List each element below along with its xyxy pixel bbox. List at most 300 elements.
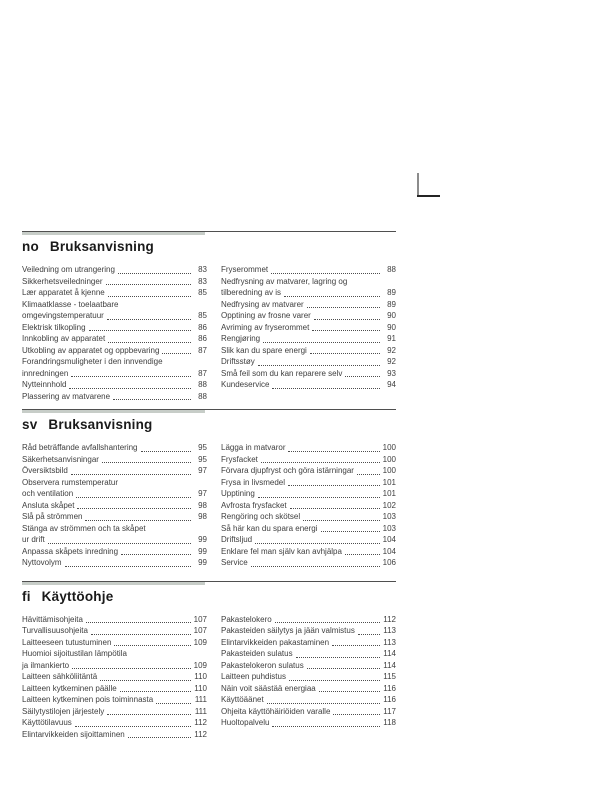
toc-entry: [22, 454, 207, 466]
dot-leader: [114, 638, 190, 646]
toc-entry-title: Käyttötilavuus: [22, 718, 72, 727]
toc-entry-line: [22, 465, 207, 477]
toc-entry-page: 111: [194, 706, 207, 716]
toc-entry-title: Laitteen kytkeminen pois toiminnasta: [22, 695, 154, 704]
toc-entry-line: [221, 345, 396, 357]
section-lang-code: sv: [22, 417, 38, 432]
toc-entry-title: Huomioi sijoitustilan lämpötila: [22, 649, 127, 658]
toc-entry-title: Säkerhetsanvisningar: [22, 454, 99, 464]
toc-entry-line: [22, 287, 207, 299]
dot-leader: [107, 312, 191, 320]
toc-column: [22, 264, 207, 402]
toc-entry-page: 95: [198, 443, 207, 452]
dot-leader: [263, 335, 380, 343]
dot-leader: [48, 536, 191, 544]
dot-leader: [128, 730, 191, 738]
toc-entry-page: 101: [382, 477, 396, 487]
toc-entry-title: Pakastelokeron sulatus: [221, 660, 304, 670]
divider-accent: [22, 582, 205, 585]
toc-entry-line: [22, 717, 207, 729]
toc-entry: [221, 523, 396, 535]
dot-leader: [108, 289, 191, 297]
section-sv: [22, 409, 396, 569]
dot-leader: [106, 277, 192, 285]
toc-entry: [22, 523, 207, 546]
toc-entry: [221, 717, 396, 729]
toc-entry-page: 93: [387, 368, 396, 378]
toc-entry: [22, 717, 207, 729]
dot-leader: [71, 369, 191, 377]
dot-leader: [162, 346, 191, 354]
toc-entry-page: 110: [194, 683, 207, 693]
toc-entry-title: Rengjøring: [221, 334, 261, 343]
toc-entry-title: Innkobling av apparatet: [22, 334, 106, 343]
toc-entry-title: omgevingstemperatuur: [22, 311, 104, 320]
toc-entry-title: Så här kan du spara energi: [221, 523, 318, 533]
toc-entry: [221, 322, 396, 334]
dot-leader: [113, 392, 191, 400]
dot-leader: [258, 358, 380, 366]
toc-column: [221, 614, 396, 729]
toc-entry-line: [22, 511, 207, 523]
section-heading: [22, 417, 396, 432]
toc-entry: [22, 322, 207, 334]
toc-entry-page: 118: [383, 718, 396, 727]
toc-entry-page: 94: [387, 380, 396, 389]
toc-entry-title: Observera rumstemperatur: [22, 477, 119, 487]
toc-entry-line: [221, 333, 396, 345]
toc-entry-line: [221, 488, 396, 500]
toc-entry-title: Hävittämisohjeita: [22, 614, 83, 624]
toc-entry-line: [22, 637, 207, 649]
toc-entry-page: 112: [194, 729, 207, 739]
dot-leader: [72, 661, 191, 669]
toc-entry: [221, 299, 396, 311]
toc-entry-line: [221, 706, 396, 718]
dot-leader: [271, 266, 380, 274]
toc-entry-page: 109: [193, 660, 207, 670]
toc-entry-page: 86: [198, 322, 207, 332]
toc-entry-page: 100: [382, 466, 396, 475]
toc-entry-page: 98: [198, 500, 207, 510]
toc-entry-line: [221, 511, 396, 523]
toc-entry: [22, 356, 207, 379]
toc-entry-title: Avfrosta frysfacket: [221, 500, 287, 510]
toc-entry-line: [221, 276, 396, 288]
toc-entry-title: tilberedning av is: [221, 288, 282, 297]
toc-entry-line: [221, 299, 396, 311]
toc-entry-title: Veiledning om utrangering: [22, 265, 115, 274]
section-divider: [22, 581, 396, 585]
toc-entry-title: ur drift: [22, 535, 45, 544]
toc-entry-page: 99: [198, 535, 207, 544]
toc-entry-title: Kundeservice: [221, 380, 270, 389]
toc-entry-title: Avriming av fryserommet: [221, 322, 310, 332]
toc-entry-page: 83: [198, 265, 207, 274]
dot-leader: [107, 707, 191, 715]
toc-entry-page: 107: [193, 614, 207, 624]
toc-entry: [22, 287, 207, 299]
toc-column: [221, 442, 396, 569]
toc-entry: [221, 465, 396, 477]
toc-entry-title: Stänga av strömmen och ta skåpet: [22, 523, 146, 533]
dot-leader: [65, 559, 191, 567]
dot-leader: [258, 490, 380, 498]
toc-entry-line: [22, 276, 207, 288]
toc-entry-page: 95: [198, 454, 207, 464]
toc-entry-title: Nytteinnhold: [22, 380, 67, 389]
toc-entry-title: Nedfrysning av matvarer, lagring og: [221, 276, 348, 286]
toc-entry-title: Elektrisk tilkopling: [22, 322, 86, 332]
toc-entry-page: 115: [383, 672, 396, 681]
dot-leader: [303, 513, 379, 521]
toc-entry-line: [22, 683, 207, 695]
toc-entry: [22, 391, 207, 403]
toc-entry-title: Små feil som du kan reparere selv: [221, 368, 343, 378]
toc-entry: [22, 625, 207, 637]
toc-entry: [221, 442, 396, 454]
toc-entry-line: [221, 310, 396, 322]
toc-entry-title: Slik kan du spare energi: [221, 345, 307, 355]
toc-entry-page: 113: [383, 626, 396, 635]
toc-entry: [22, 477, 207, 500]
toc-entry-line: [221, 534, 396, 546]
toc-entry-line: [22, 614, 207, 626]
section-fi: [22, 581, 396, 741]
toc-entry-title: Utkobling av apparatet og oppbevaring: [22, 345, 160, 355]
toc-entry-line: [221, 368, 396, 380]
toc-entry: [221, 557, 396, 569]
toc-entry-line: [221, 614, 396, 626]
toc-entry-title: Forandringsmuligheter i den innvendige: [22, 357, 163, 366]
toc-entry-line: [22, 368, 207, 380]
toc-entry-title: Pakasteiden säilytys ja jään valmistus: [221, 626, 355, 635]
toc-entry-line: [221, 557, 396, 569]
toc-entry: [22, 557, 207, 569]
toc-sections: [22, 231, 396, 747]
toc-entry-line: [22, 477, 207, 489]
toc-entry-page: 90: [387, 322, 396, 332]
dot-leader: [345, 547, 380, 555]
toc-entry: [221, 637, 396, 649]
toc-entry-line: [22, 546, 207, 558]
toc-entry-title: Laitteeseen tutustuminen: [22, 637, 112, 647]
toc-entry-line: [22, 534, 207, 546]
toc-entry-title: och ventilation: [22, 489, 74, 498]
toc-entry-title: Nedfrysing av matvarer: [221, 299, 304, 309]
toc-entry-title: Säilytystilojen järjestely: [22, 706, 105, 716]
dot-leader: [76, 490, 191, 498]
dot-leader: [102, 455, 191, 463]
toc-entry-line: [221, 322, 396, 334]
toc-entry: [221, 683, 396, 695]
dot-leader: [86, 615, 191, 623]
toc-entry: [221, 511, 396, 523]
toc-entry: [221, 625, 396, 637]
toc-entry: [221, 310, 396, 322]
toc-entry: [22, 694, 207, 706]
toc-entry-page: 88: [198, 391, 207, 401]
toc-entry: [221, 477, 396, 489]
toc-entry: [22, 729, 207, 741]
toc-entry-page: 111: [194, 695, 207, 704]
dot-leader: [312, 323, 380, 331]
toc-entry-line: [22, 625, 207, 637]
toc-entry-page: 87: [198, 368, 207, 378]
toc-entry-page: 114: [383, 660, 396, 670]
toc-entry-title: Nyttovolym: [22, 558, 62, 567]
toc-entry-line: [22, 706, 207, 718]
toc-entry-page: 100: [382, 454, 396, 464]
dot-leader: [255, 536, 380, 544]
toc-entry-title: Översiktsbild: [22, 466, 68, 475]
divider-accent: [22, 410, 205, 413]
toc-entry-line: [22, 523, 207, 535]
toc-entry: [221, 648, 396, 660]
toc-entry-title: ja ilmankierto: [22, 660, 70, 670]
toc-entry-title: Lær apparatet å kjenne: [22, 288, 105, 297]
toc-entry-page: 104: [382, 535, 396, 544]
toc-entry: [221, 671, 396, 683]
toc-entry-line: [22, 557, 207, 569]
dot-leader: [156, 696, 191, 704]
toc-entry-title: Service: [221, 558, 248, 567]
toc-entry-title: Elintarvikkeiden pakastaminen: [221, 637, 330, 647]
toc-entry-title: Elintarvikkeiden sijoittaminen: [22, 729, 125, 739]
section-lang-code: no: [22, 239, 39, 254]
dot-leader: [284, 289, 380, 297]
toc-entry: [22, 511, 207, 523]
section-title: Käyttöohje: [41, 588, 114, 604]
dot-leader: [71, 467, 191, 475]
dot-leader: [251, 559, 380, 567]
dot-leader: [100, 673, 191, 681]
toc-entry-line: [22, 671, 207, 683]
toc-entry-page: 85: [198, 311, 207, 320]
toc-entry-line: [221, 694, 396, 706]
toc-entry: [221, 333, 396, 345]
toc-entry-page: 102: [382, 500, 396, 510]
section-no: [22, 231, 396, 402]
toc-entry-line: [22, 299, 207, 311]
toc-entry-page: 97: [198, 489, 207, 498]
toc-entry: [22, 465, 207, 477]
dot-leader: [357, 467, 380, 475]
dot-leader: [319, 684, 380, 692]
dot-leader: [267, 696, 380, 704]
toc-entry-title: Laitteen sähköliitäntä: [22, 672, 98, 681]
toc-entry-line: [22, 694, 207, 706]
dot-leader: [108, 335, 191, 343]
toc-entry-line: [221, 546, 396, 558]
toc-entry-title: Ohjeita käyttöhäiriöiden varalle: [221, 706, 331, 716]
toc-entry-page: 104: [382, 546, 396, 556]
toc-entry-line: [221, 500, 396, 512]
toc-entry-line: [22, 648, 207, 660]
toc-entry: [22, 299, 207, 322]
toc-entry-page: 91: [387, 334, 396, 343]
toc-entry: [22, 614, 207, 626]
toc-entry: [221, 500, 396, 512]
toc-entry: [22, 345, 207, 357]
toc-entry-page: 85: [198, 288, 207, 297]
dot-leader: [272, 719, 380, 727]
toc-entry-page: 83: [198, 276, 207, 286]
toc-entry-page: 109: [193, 637, 207, 647]
dot-leader: [141, 444, 192, 452]
toc-entry-line: [221, 442, 396, 454]
toc-entry-page: 87: [198, 345, 207, 355]
dot-leader: [69, 381, 191, 389]
section-heading: [22, 239, 396, 254]
toc-entry: [221, 488, 396, 500]
dot-leader: [118, 266, 191, 274]
toc-entry-page: 116: [383, 695, 396, 704]
toc-entry: [221, 454, 396, 466]
toc-entry-page: 92: [387, 345, 396, 355]
toc-entry-page: 116: [383, 683, 396, 693]
dot-leader: [89, 323, 191, 331]
section-title: Bruksanvisning: [49, 239, 154, 254]
toc-entry-line: [22, 488, 207, 500]
toc-entry: [221, 264, 396, 276]
toc-entry-title: Driftsljud: [221, 535, 253, 544]
toc-entry-line: [221, 465, 396, 477]
toc-entry: [22, 637, 207, 649]
divider-accent: [22, 232, 205, 235]
toc-entry: [221, 534, 396, 546]
toc-entry-page: 99: [198, 558, 207, 567]
dot-leader: [261, 455, 380, 463]
dot-leader: [75, 719, 191, 727]
toc-entry: [221, 694, 396, 706]
toc-entry-line: [221, 717, 396, 729]
toc-entry: [22, 276, 207, 288]
toc-entry-page: 114: [383, 649, 396, 658]
toc-entry-line: [22, 310, 207, 322]
toc-entry-line: [22, 356, 207, 368]
toc-columns: [22, 442, 396, 569]
toc-entry-page: 113: [383, 637, 396, 647]
dot-leader: [358, 627, 380, 635]
toc-columns: [22, 614, 396, 741]
toc-entry-title: Sikkerhetsveiledninger: [22, 276, 103, 286]
toc-entry-page: 117: [383, 706, 396, 716]
toc-entry-title: Laitteen kytkeminen päälle: [22, 683, 117, 693]
toc-entry-line: [22, 322, 207, 334]
toc-entry-line: [22, 345, 207, 357]
toc-entry-line: [221, 264, 396, 276]
toc-entry-title: Frysfacket: [221, 454, 258, 464]
toc-entry: [221, 660, 396, 672]
toc-entry-page: 90: [387, 311, 396, 320]
toc-entry: [22, 546, 207, 558]
toc-entry-line: [22, 442, 207, 454]
toc-entry-title: Slå på strömmen: [22, 512, 83, 521]
toc-entry-title: Råd beträffande avfallshantering: [22, 443, 138, 452]
section-divider: [22, 231, 396, 235]
toc-entry-title: Plassering av matvarene: [22, 391, 111, 401]
toc-entry-page: 88: [198, 380, 207, 389]
toc-entry-line: [221, 477, 396, 489]
toc-entry: [22, 379, 207, 391]
toc-entry-page: 88: [387, 265, 396, 274]
toc-entry-line: [22, 500, 207, 512]
dot-leader: [288, 478, 380, 486]
toc-entry-line: [221, 637, 396, 649]
toc-column: [22, 442, 207, 569]
dot-leader: [310, 346, 380, 354]
toc-entry-line: [221, 523, 396, 535]
toc-entry-line: [221, 625, 396, 637]
dot-leader: [296, 650, 380, 658]
toc-entry-title: Enklare fel man själv kan avhjälpa: [221, 546, 342, 556]
dot-leader: [288, 444, 379, 452]
dot-leader: [345, 369, 380, 377]
toc-entry-title: Fryserommet: [221, 265, 269, 274]
toc-entry-page: 99: [198, 546, 207, 556]
toc-entry-line: [221, 287, 396, 299]
toc-columns: [22, 264, 396, 402]
toc-entry: [22, 706, 207, 718]
toc-entry-title: Pakasteiden sulatus: [221, 649, 293, 658]
dot-leader: [307, 300, 380, 308]
toc-entry: [221, 276, 396, 299]
toc-entry-page: 89: [387, 299, 396, 309]
toc-column: [22, 614, 207, 741]
toc-entry-title: Lägga in matvaror: [221, 443, 286, 452]
toc-entry-title: Opptining av frosne varer: [221, 311, 311, 320]
toc-entry-page: 107: [193, 626, 207, 635]
toc-entry: [221, 546, 396, 558]
toc-entry-page: 86: [198, 334, 207, 343]
dot-leader: [307, 661, 380, 669]
toc-entry-title: Näin voit säästää energiaa: [221, 683, 316, 693]
toc-entry: [22, 683, 207, 695]
toc-entry: [221, 614, 396, 626]
toc-entry-page: 110: [194, 672, 207, 681]
dot-leader: [272, 381, 380, 389]
toc-entry-page: 103: [382, 523, 396, 533]
dot-leader: [290, 501, 380, 509]
crop-mark-horizontal: [417, 195, 440, 197]
crop-mark-vertical: [417, 173, 419, 197]
toc-entry-line: [221, 454, 396, 466]
toc-column: [221, 264, 396, 391]
toc-entry: [22, 442, 207, 454]
toc-entry-title: Klimaatklasse - toelaatbare: [22, 299, 119, 309]
section-divider: [22, 409, 396, 413]
toc-entry: [22, 500, 207, 512]
dot-leader: [275, 615, 380, 623]
dot-leader: [77, 501, 191, 509]
toc-entry-page: 98: [198, 512, 207, 521]
dot-leader: [85, 513, 191, 521]
toc-entry-line: [221, 683, 396, 695]
toc-entry-title: Pakastelokero: [221, 614, 272, 624]
toc-entry-line: [221, 648, 396, 660]
dot-leader: [321, 524, 380, 532]
toc-entry-title: Turvallisuusohjeita: [22, 626, 88, 635]
toc-entry-line: [22, 729, 207, 741]
toc-entry-title: Frysa in livsmedel: [221, 477, 286, 487]
dot-leader: [91, 627, 191, 635]
toc-entry-page: 103: [382, 512, 396, 521]
toc-entry-line: [221, 660, 396, 672]
toc-entry-page: 100: [382, 443, 396, 452]
toc-entry: [221, 379, 396, 391]
dot-leader: [121, 547, 191, 555]
